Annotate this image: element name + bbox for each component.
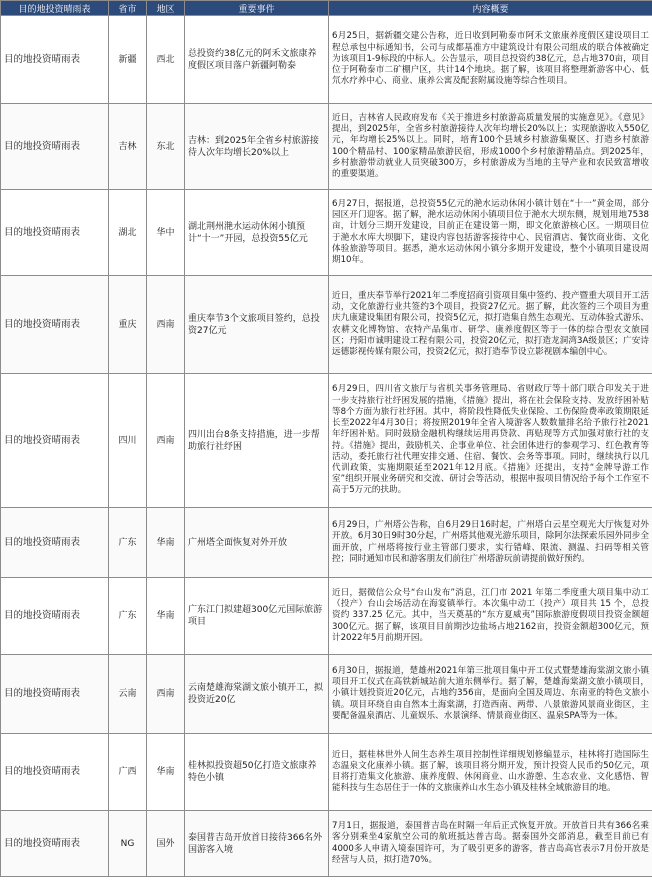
- cell-content: 近日，据桂林世外人间生态养生项目控制性详细规划修编显示，桂林将打造国际生态温泉文化康养小镇。据了解，该项目将分期开发，预计投资人民币约50亿元，项目将打造集文化旅游、康养度假、休闲商业、山水游憩、生态农业、文化感悟、智能科技与生态居住于一体的文旅康养山水生态小镇及桂林全域旅游目的地。: [329, 734, 652, 811]
- header-event: 重要事件: [185, 1, 329, 16]
- cell-region: 华南: [147, 508, 185, 578]
- cell-table: 目的地投资晴雨表: [1, 276, 109, 374]
- cell-table: 目的地投资晴雨表: [1, 374, 109, 508]
- cell-province: NG: [109, 811, 147, 877]
- cell-province: 四川: [109, 374, 147, 508]
- cell-province: 广西: [109, 734, 147, 811]
- table-row: [1, 374, 652, 508]
- cell-region: 华南: [147, 734, 185, 811]
- cell-region: 华南: [147, 578, 185, 655]
- cell-province: 重庆: [109, 276, 147, 374]
- cell-table: 目的地投资晴雨表: [1, 508, 109, 578]
- table-row: [1, 16, 652, 104]
- header-content: 内容概要: [329, 1, 652, 16]
- cell-province: 新疆: [109, 16, 147, 104]
- cell-event: 广州塔全面恢复对外开放: [185, 508, 329, 578]
- cell-event: 广东江门拟建超300亿元国际旅游项目: [185, 578, 329, 655]
- cell-region: 西南: [147, 276, 185, 374]
- cell-province: 云南: [109, 655, 147, 734]
- cell-content: 近日，吉林省人民政府发布《关于推进乡村旅游高质量发展的实施意见》。《意见》提出，到2025年，全省乡村旅游接待人次年均增长20%以上；实现旅游收入550亿元，年均增长25%以上。同时，培育100个县域乡村旅游集聚区、打造乡村旅游100个精品村、100家精品旅游民宿，形成1000个乡村旅游精品点。到2025年，乡村旅游带动就业人员突破300万，乡村旅游成为当地的主导产业和农民致富增收的重要渠道。: [329, 104, 652, 190]
- table-row: [1, 104, 652, 190]
- table-row: [1, 655, 652, 734]
- table-row: [1, 276, 652, 374]
- cell-event: 桂林拟投资超50亿打造文旅康养特色小镇: [185, 734, 329, 811]
- cell-content: 7月1日，据报道，泰国普吉岛在时隔一年后正式恢复开放。开放首日共有366名乘客分别乘坐4家航空公司的航班抵达普吉岛。据泰国外交部消息，截至目前已有4000多人申请入境泰国许可，为了吸引更多的游客，普吉岛高官表示7月份开放是经营与人员，拟打造70%。: [329, 811, 652, 877]
- cell-content: 6月25日，据新疆交建公告称，近日收到阿勒泰市阿禾文旅康养度假区建设项目工程总承包中标通知书，公司与成都基准方中建筑设计有限公司组成的联合体被确定为该项目1-9标段的中标人。公告显示，项目总投资约38亿元，总占地370亩，项目位于阿勒泰市二矿棚户区，共计14个地块。据了解，该项目将整理新游客中心、低氘水疗养中心、商业、康养公寓及配套附属设施等综合性项目。: [329, 16, 652, 104]
- cell-event: 湖北荆州滟水运动休闲小镇预计“十一”开园，总投资55亿元: [185, 190, 329, 276]
- header-province: 省市: [109, 1, 147, 16]
- cell-content: 6月29日，四川省文旅厅与省机关事务管理局、省财政厅等十部门联合印发关于进一步支持旅行社纾困发展的措施，《措施》提出，将在社会保险支持、发放纾困补贴等8个方面为旅行社纾困。其中，将阶段性降低失业保险、工伤保险费率政策期限延长至2022年4月30日；将按照2019年全省入境游客人数数量排名给予旅行社2021年纾困补贴。同时鼓励金融机构继续运用再贷款、再贴现等方式加强对旅行社的支持。《措施》提出，鼓励机关、企事业单位、社会团体进行的参观学习、红色教育等活动，委托旅行社代理安排交通、住宿、餐饮、会务等事项。同时，继续执行以几代训政策，实施期限延至2021年12月底。《措施》还提出，支持“金牌导游工作室”组织开展业务研究和交流、研讨会等活动，根据申报项目情况给予每个工作室不高于5万元的扶助。: [329, 374, 652, 508]
- header-region: 地区: [147, 1, 185, 16]
- header-row: [1, 1, 652, 16]
- cell-region: 东北: [147, 104, 185, 190]
- cell-table: 目的地投资晴雨表: [1, 811, 109, 877]
- cell-table: 目的地投资晴雨表: [1, 578, 109, 655]
- cell-content: 6月27日，据报道，总投资55亿元的滟水运动休闲小镇计划在“十一”黄金周，部分园区开门迎客。据了解，滟水运动休闲小镇项目位于滟水大坝东侧，规划用地7538亩，计划分三期开发建设，目前正在建设第一期，即文化旅游核心区。一期项目位于滟水水库大坝脚下，建设内容包括游客接待中心、民宿酒店、餐饮商业街、文化体验旅游等项目。据悉，滟水运动休闲小镇分多期开发建设，整个小镇项目建设周期10年。: [329, 190, 652, 276]
- cell-table: 目的地投资晴雨表: [1, 104, 109, 190]
- cell-table: 目的地投资晴雨表: [1, 16, 109, 104]
- table-row: [1, 508, 652, 578]
- cell-event: 泰国普吉岛开放首日接待366名外国游客入境: [185, 811, 329, 877]
- table-row: [1, 734, 652, 811]
- cell-table: 目的地投资晴雨表: [1, 655, 109, 734]
- cell-content: 6月30日，据报道，楚雄州2021年第三批项目集中开工仪式暨楚雄海棠湖文旅小镇项目开工仪式在高铁新城站前大道东侧举行。据了解，楚雄海棠湖文旅小镇项目，小镇计划投资近20亿元，占地约356亩，是面向全国及周边、东南亚的特色文旅小镇。项目环绕自由自然本土海棠湖，打造西南、两带、八景旅游风景商业街区，主要配备温泉酒店、儿童娱乐、水景演绎、情景商业街区、温泉SPA等为一体。: [329, 655, 652, 734]
- table-row: [1, 578, 652, 655]
- cell-event: 总投资约38亿元的阿禾文旅康养度假区项目落户新疆阿勒泰: [185, 16, 329, 104]
- cell-table: 目的地投资晴雨表: [1, 734, 109, 811]
- cell-event: 重庆奉节3个文旅项目签约，总投资27亿元: [185, 276, 329, 374]
- table-row: [1, 190, 652, 276]
- cell-region: 华中: [147, 190, 185, 276]
- cell-region: 国外: [147, 811, 185, 877]
- cell-region: 西南: [147, 374, 185, 508]
- header-table: 目的地投资晴雨表: [1, 1, 109, 16]
- cell-event: 云南楚雄海棠湖文旅小镇开工，拟投资近20亿: [185, 655, 329, 734]
- cell-content: 近日，据微信公众号“台山发布”消息，江门市 2021 年第二季度重大项目集中动工（投产）台山会场活动在海宴镇举行。本次集中动工（投产）项目共 15 个，总投资约 337.25 亿元。其中，当天奠基的“东方夏威夷”国际旅游度假项目投资金额超300亿元。据了解，该项目目前期沙边盐场占地2162亩，投资金额超300亿元，预计2022年5月前期开园。: [329, 578, 652, 655]
- cell-content: 近日，重庆奉节举行2021年二季度招商引资项目集中签约、投产暨重大项目开工活动，文化旅游行业共签约3个项目，投资27亿元。据了解，此次签约三个项目为重庆九康建设集团有限公司，投资5亿元，拟打造集自然生态观光、互动体验式游乐、农耕文化博物馆、农特产品集市、研学、康养度假区等于一体的综合型农文旅园区；丹阳市诚明建设工程有限公司，投资20亿元，拟打造龙洞湾3A级景区；广安诗远德影视传媒有限公司，投资2亿元，拟打造奉节设立影视剧本编创中心。: [329, 276, 652, 374]
- cell-region: 西南: [147, 655, 185, 734]
- cell-event: 四川出台8条支持措施，进一步帮助旅行社纾困: [185, 374, 329, 508]
- cell-content: 6月29日，广州塔公告称，自6月29日16时起，广州塔白云星空观光大厅恢复对外开放。6月30日9时30分起，广州塔其他观光游乐项目，除阿尔法探索乐园外同步全面开放，广州塔将按行业主管部门要求，实行错峰、限流、测温、扫码等相关管控；同时通知市民和游客朋友们前往广州塔游玩前请提前做好预约。: [329, 508, 652, 578]
- cell-province: 湖北: [109, 190, 147, 276]
- cell-province: 广东: [109, 578, 147, 655]
- cell-region: 西北: [147, 16, 185, 104]
- cell-province: 吉林: [109, 104, 147, 190]
- cell-event: 吉林：到2025年全省乡村旅游接待人次年均增长20%以上: [185, 104, 329, 190]
- cell-table: 目的地投资晴雨表: [1, 190, 109, 276]
- cell-province: 广东: [109, 508, 147, 578]
- table-row: [1, 811, 652, 877]
